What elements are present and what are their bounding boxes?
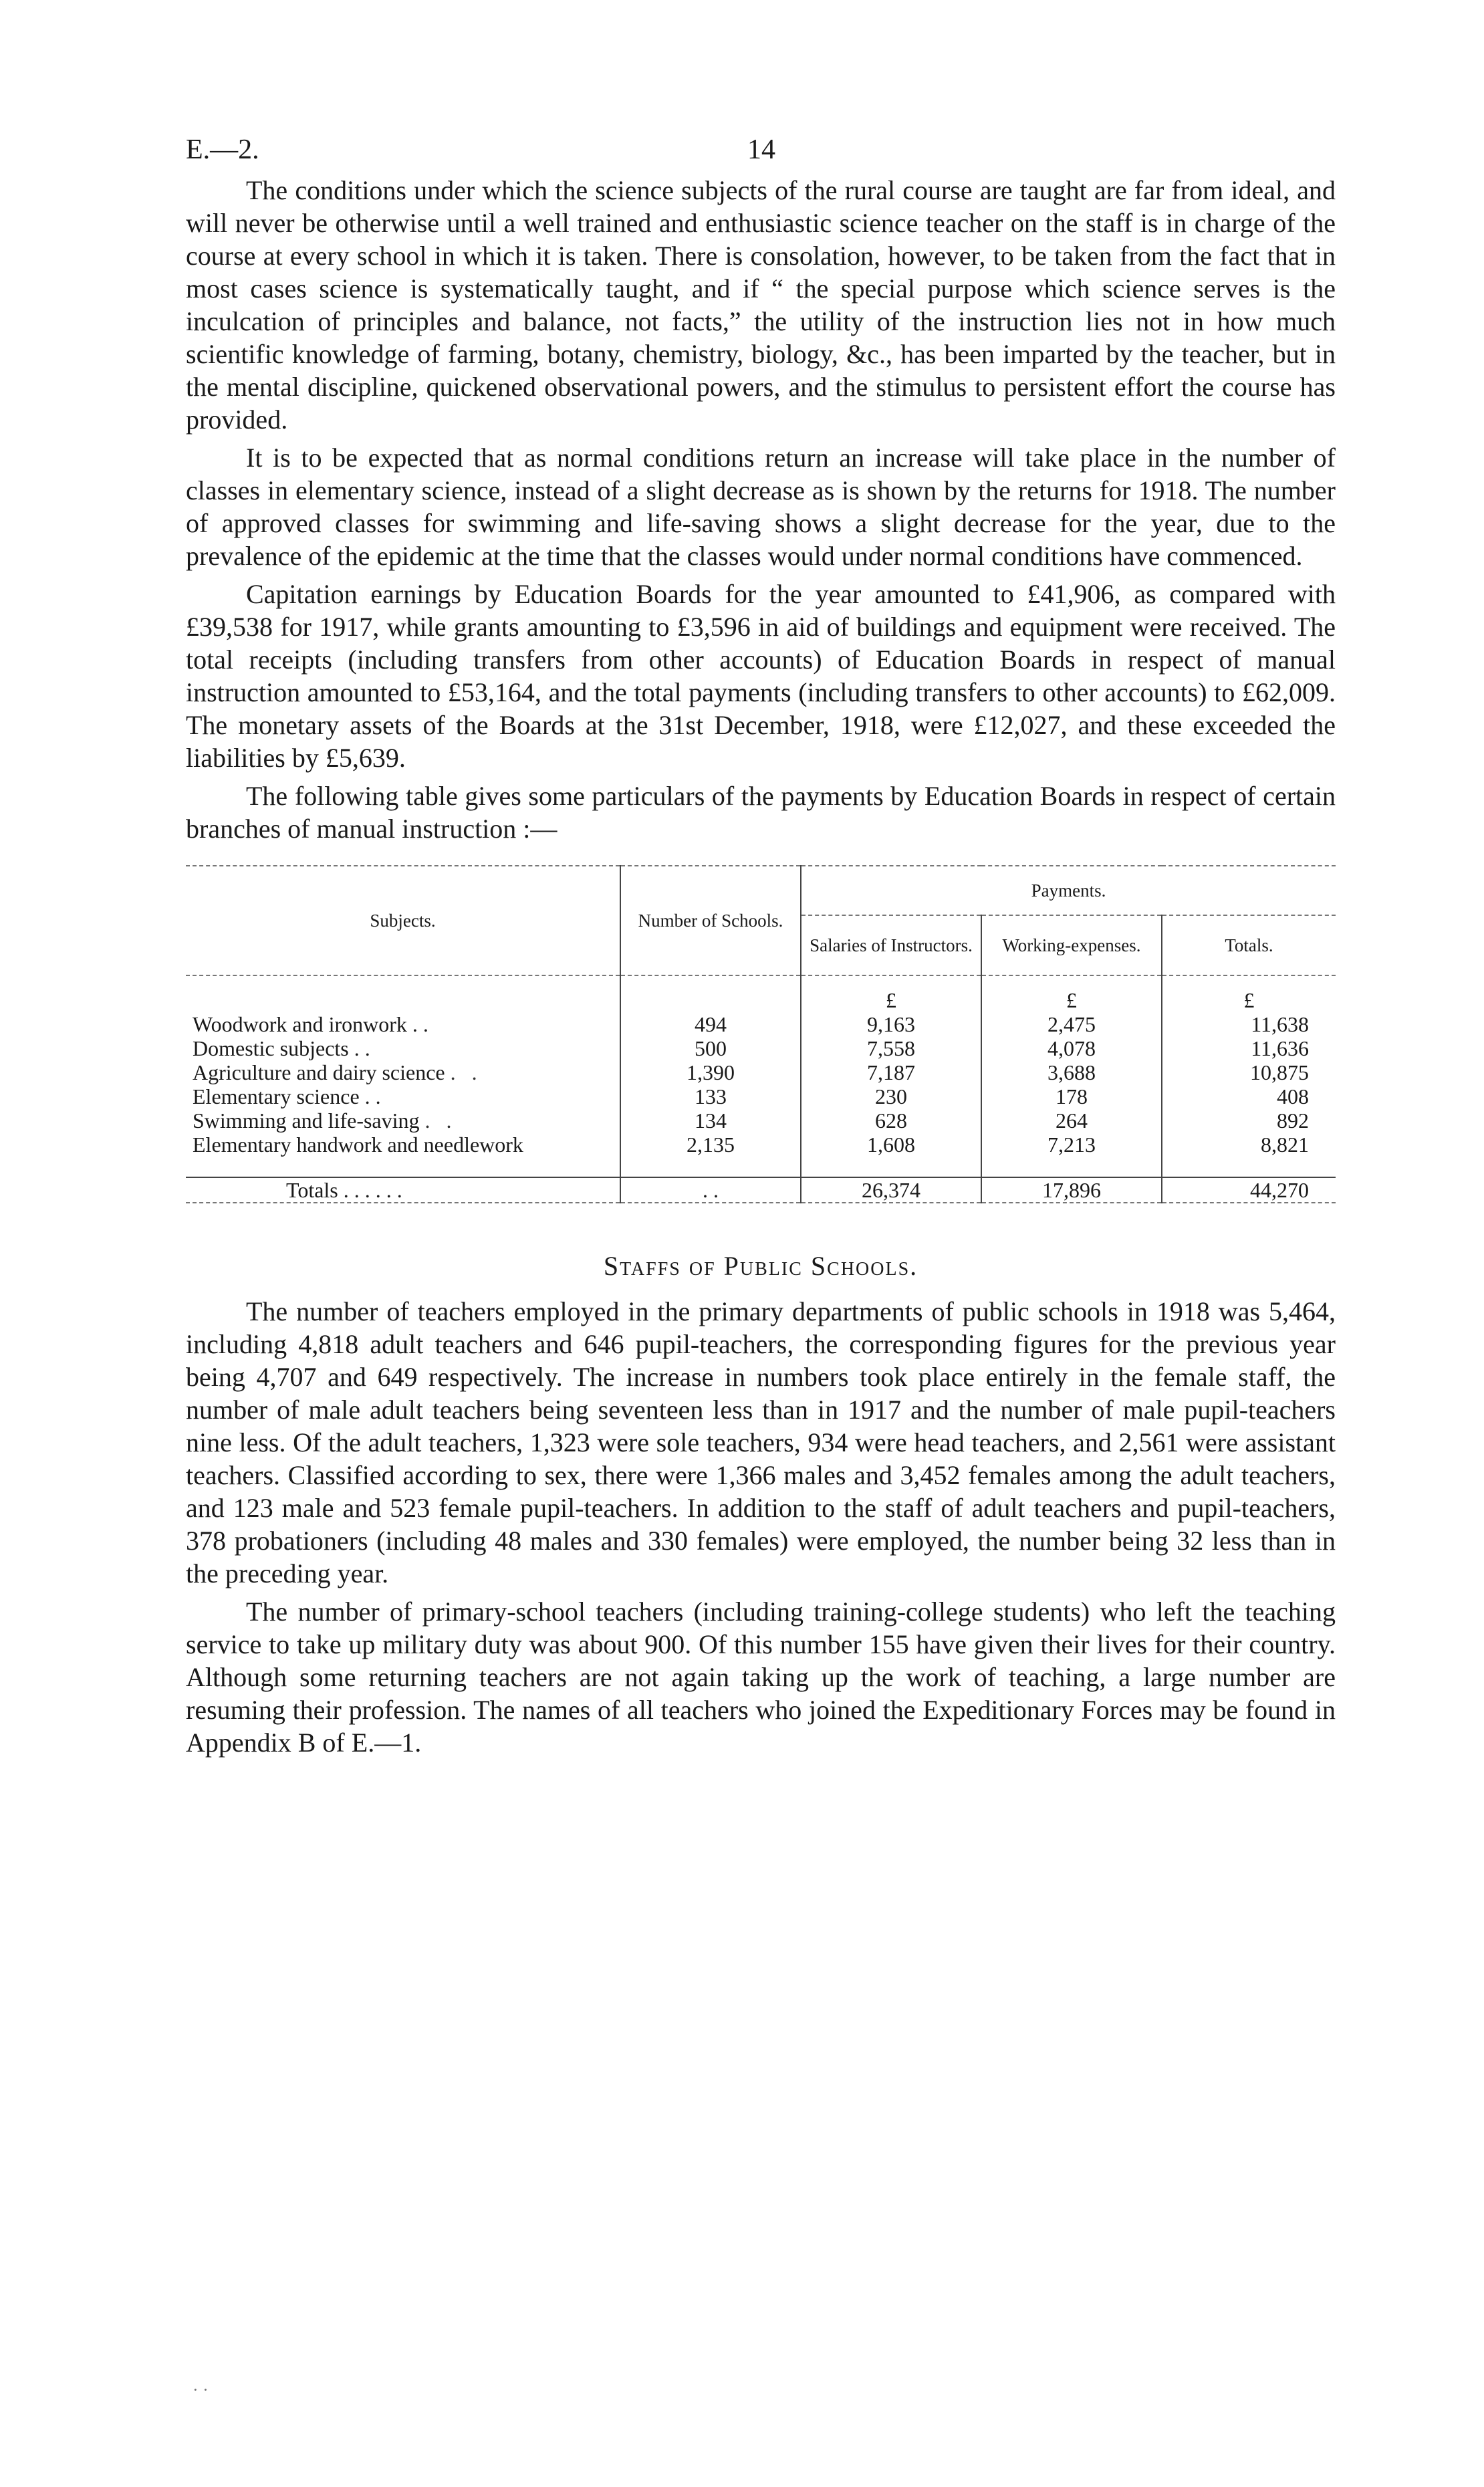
row-salaries: 230: [801, 1084, 981, 1108]
payments-table-wrapper: [186, 865, 1336, 1203]
totals-totals: 44,270: [1162, 1177, 1336, 1203]
currency-symbol-totals: £: [1162, 975, 1336, 1012]
page-header: [186, 127, 1336, 174]
totals-salaries: 26,374: [801, 1177, 981, 1203]
header-salaries: Salaries of Instructors.: [801, 915, 981, 975]
row-working: 178: [981, 1084, 1162, 1108]
row-working: 2,475: [981, 1012, 1162, 1036]
row-working: 264: [981, 1108, 1162, 1133]
row-salaries: 1,608: [801, 1133, 981, 1177]
table-row: [186, 1108, 1336, 1133]
row-subject-dots: . .: [450, 1060, 483, 1084]
header-payments: Payments.: [801, 866, 1336, 915]
row-schools: 134: [620, 1108, 801, 1133]
table-row: [186, 1036, 1336, 1060]
currency-symbol-salaries: £: [801, 975, 981, 1012]
row-schools: 500: [620, 1036, 801, 1060]
paragraph-elementary-science: It is to be expected that as normal conditions return an increase will take place in the number of classes in elementary science, instead of a slight decrease as is shown by the returns for 1918. The number of approved classes for swimming and life-saving shows a slight decrease for the year, due to the prevalence of the epidemic at the time that the classes would under normal conditions have commenced.: [186, 443, 1336, 571]
totals-label: Totals . . . . . .: [186, 1177, 620, 1203]
row-totals: 408: [1162, 1084, 1336, 1108]
row-working: 4,078: [981, 1036, 1162, 1060]
footer-mark: · ·: [193, 2380, 209, 2399]
row-subject: Elementary handwork and needlework: [193, 1133, 523, 1157]
row-working: 3,688: [981, 1060, 1162, 1084]
table-row: [186, 1060, 1336, 1084]
totals-working: 17,896: [981, 1177, 1162, 1203]
table-row: [186, 1133, 1336, 1177]
row-salaries: 7,187: [801, 1060, 981, 1084]
row-subject: [186, 1108, 620, 1133]
totals-row: [186, 1177, 1336, 1203]
paragraph-military-duty: The number of primary-school teachers (including training-college students) who left the teaching service to take up military duty was about 900. Of this number 155 have given their lives for their country. Although some returning teachers are not again taking up the work of teaching, a large number are resuming their profession. The names of all teachers who joined the Expeditionary Forces may be found in Appendix B of E.—1.: [186, 1596, 1336, 1758]
row-schools: 494: [620, 1012, 801, 1036]
header-working-expenses: Working-expenses.: [981, 915, 1162, 975]
row-subject-label: Agriculture and dairy science: [193, 1060, 445, 1084]
row-totals: 8,821: [1162, 1133, 1336, 1177]
header-totals: Totals.: [1162, 915, 1336, 975]
table-row: [186, 1084, 1336, 1108]
document-page: [186, 127, 1336, 1764]
row-schools: 1,390: [620, 1060, 801, 1084]
row-salaries: 628: [801, 1108, 981, 1133]
payments-table: [186, 865, 1336, 1203]
paragraph-teachers-employed: The number of teachers employed in the primary departments of public schools in 1918 was 5,464, including 4,818 adult teachers and 646 pupil-teachers, the corresponding figures for the previous year being 4,707 and 649 respectively. The increase in numbers took place entirely in the female staff, the number of male adult teachers being seventeen less than in 1917 and the number of male pupil-teachers nine less. Of the adult teachers, 1,323 were sole teachers, 934 were head teachers, and 2,561 were assistant teachers. Classified according to sex, there were 1,366 males and 3,452 females among the adult teachers, and 123 male and 523 female pupil-teachers. In addition to the staff of adult teachers and pupil-teachers, 378 probationers (including 48 males and 330 females) were employed, the number being 32 less than in the preceding year.: [186, 1296, 1336, 1588]
row-subject-label: Swimming and life-saving: [193, 1108, 420, 1133]
row-salaries: 9,163: [801, 1012, 981, 1036]
currency-row: [186, 975, 1336, 1012]
row-totals: 11,636: [1162, 1036, 1336, 1060]
totals-schools: . .: [620, 1177, 801, 1203]
paragraph-table-intro: The following table gives some particulars of the payments by Education Boards in respect of certain branches of manual instruction :—: [186, 781, 1336, 844]
row-subject: Woodwork and ironwork . .: [193, 1012, 428, 1036]
table-row: [186, 1012, 1336, 1036]
row-totals: 11,638: [1162, 1012, 1336, 1036]
row-totals: 10,875: [1162, 1060, 1336, 1084]
paragraph-rural-science: The conditions under which the science subjects of the rural course are taught are far from ideal, and will never be otherwise until a well trained and enthusiastic science teacher on the staff is in charge of the course at every school in which it is taken. There is consolation, however, to be taken from the fact that in most cases science is systematically taught, and if “ the special purpose which science serves is the inculcation of principles and balance, not facts,” the utility of the instruction lies not in how much scientific knowledge of farming, botany, chemistry, biology, &c., has been imparted by the teacher, but in the mental discipline, quickened observational powers, and the stimulus to persistent effort the course has provided.: [186, 175, 1336, 435]
row-salaries: 7,558: [801, 1036, 981, 1060]
page-number: 14: [747, 134, 775, 165]
row-totals: 892: [1162, 1108, 1336, 1133]
paragraph-capitation-earnings: Capitation earnings by Education Boards for the year amounted to £41,906, as compared with £39,538 for 1917, while grants amounting to £3,596 in aid of buildings and equipment were received. The total receipts (including transfers from other accounts) of Education Boards in respect of manual instruction amounted to £53,164, and the total payments (including transfers to other accounts) to £62,009. The monetary assets of the Boards at the 31st December, 1918, were £12,027, and these exceeded the liabilities by £5,639.: [186, 579, 1336, 773]
header-subjects: Subjects.: [186, 866, 620, 975]
currency-symbol-working: £: [981, 975, 1162, 1012]
row-subject: Elementary science . .: [193, 1084, 381, 1108]
header-number-of-schools: Number of Schools.: [620, 866, 801, 975]
section-title: Staffs of Public Schools.: [603, 1251, 918, 1281]
row-schools: 2,135: [620, 1133, 801, 1177]
row-working: 7,213: [981, 1133, 1162, 1177]
row-subject: [186, 1060, 620, 1084]
document-reference: E.—2.: [186, 134, 259, 165]
row-subject: Domestic subjects . .: [193, 1036, 370, 1060]
row-schools: 133: [620, 1084, 801, 1108]
row-subject-dots: . .: [424, 1108, 457, 1133]
